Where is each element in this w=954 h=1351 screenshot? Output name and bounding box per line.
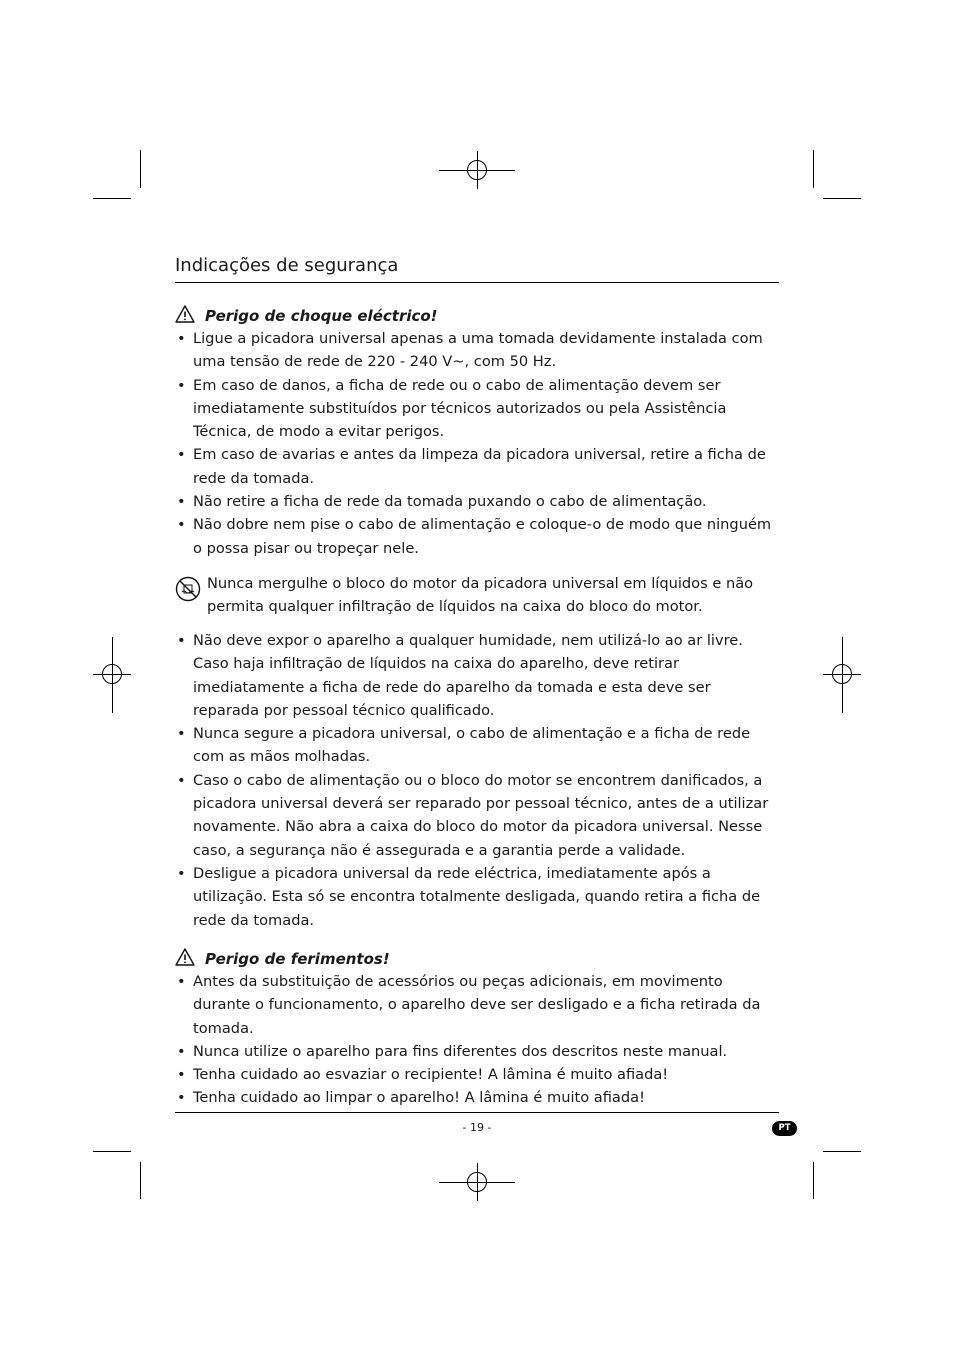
notice-text: Nunca mergulhe o bloco do motor da picadora universal em líquidos e não permita qualquer infiltração de líquidos na caixa do bloco do motor. [207, 575, 754, 616]
electric-list [175, 327, 779, 560]
list-item: • Caso o cabo de alimentação ou o bloco do motor se encontrem danificados, a picadora universal deverá ser reparado por pessoal técnico, antes de a utilizar novamente. Não abra a caixa do bloco do motor da picadora universal. Nesse caso, a segurança não é assegurada e a garantia perde a validade. [175, 769, 779, 862]
section-heading-electric-text: Perigo de choque eléctrico! [205, 307, 438, 325]
list-item: • Ligue a picadora universal apenas a uma tomada devidamente instalada com uma tensão de rede de 220 - 240 V~, com 50 Hz. [175, 327, 779, 374]
language-badge: PT [772, 1121, 797, 1136]
list-item: • Antes da substituição de acessórios ou peças adicionais, em movimento durante o funcionamento, o aparelho deve ser desligado e a ficha retirada da tomada. [175, 970, 779, 1040]
list-item: • Não dobre nem pise o cabo de alimentação e coloque-o de modo que ninguém o possa pisar ou tropeçar nele. [175, 513, 779, 560]
title-divider [175, 282, 779, 283]
section-heading-electric [175, 305, 438, 327]
warning-triangle-icon [175, 305, 197, 327]
list-item: • Nunca segure a picadora universal, o cabo de alimentação e a ficha de rede com as mãos molhadas. [175, 722, 779, 769]
list-item: • Tenha cuidado ao limpar o aparelho! A lâmina é muito afiada! [175, 1086, 779, 1109]
section-heading-injury [175, 948, 390, 970]
page-number: - 19 - [462, 1121, 492, 1134]
list-item: • Não deve expor o aparelho a qualquer humidade, nem utilizá-lo ao ar livre. Caso haja infiltração de líquidos na caixa do aparelho, deve retirar imediatamente a ficha de rede do aparelho da tomada e esta deve ser reparada por pessoal técnico qualificado. [175, 629, 779, 722]
electric-list-continued [175, 629, 779, 932]
footer-divider [175, 1112, 779, 1113]
list-item: • Tenha cuidado ao esvaziar o recipiente! A lâmina é muito afiada! [175, 1063, 779, 1086]
list-item: • Desligue a picadora universal da rede eléctrica, imediatamente após a utilização. Esta só se encontra totalmente desligada, quando retira a ficha de rede da tomada. [175, 862, 779, 932]
immersion-notice [175, 572, 779, 619]
list-item: • Em caso de danos, a ficha de rede ou o cabo de alimentação devem ser imediatamente substituídos por técnicos autorizados ou pela Assistência Técnica, de modo a evitar perigos. [175, 374, 779, 444]
no-immersion-icon [175, 576, 201, 602]
section-heading-injury-text: Perigo de ferimentos! [205, 950, 390, 968]
list-item: • Não retire a ficha de rede da tomada puxando o cabo de alimentação. [175, 490, 779, 513]
list-item: • Nunca utilize o aparelho para fins diferentes dos descritos neste manual. [175, 1040, 779, 1063]
list-item: • Em caso de avarias e antes da limpeza da picadora universal, retire a ficha de rede da tomada. [175, 443, 779, 490]
page-title: Indicações de segurança [175, 255, 399, 276]
injury-list [175, 970, 779, 1110]
warning-triangle-icon [175, 948, 197, 970]
